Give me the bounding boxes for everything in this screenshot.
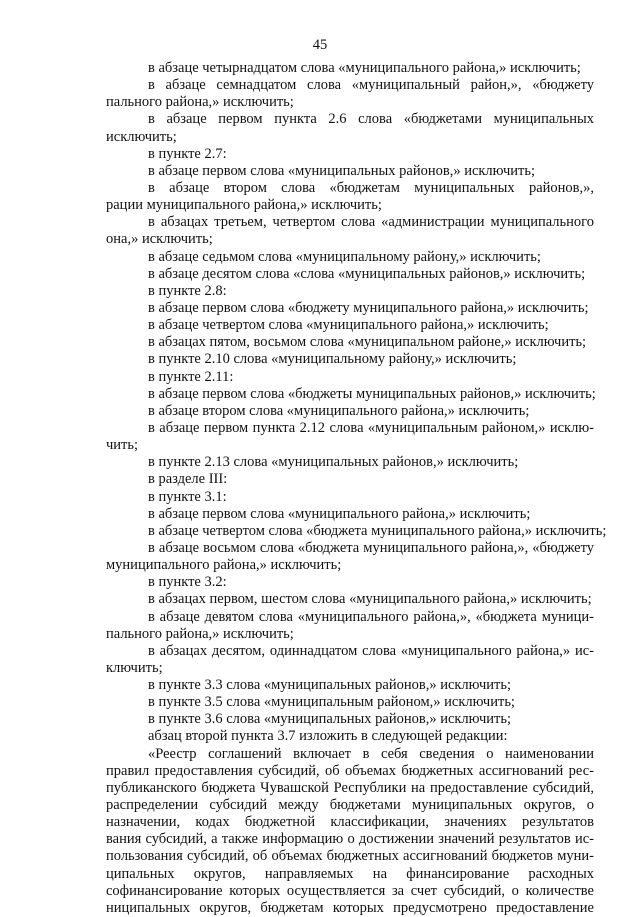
text-line: в абзаце десятом слова «слова «муниципальных районов,» исключить;: [148, 265, 586, 282]
text-line: исключить;: [106, 128, 177, 145]
text-line: пального района,» исключить;: [106, 625, 294, 642]
text-line: в пункте 2.10 слова «муниципальному району,» исключить;: [148, 351, 517, 368]
text-line: в абзаце первом пункта 2.12 слова «муниципальным районом,» исклю-: [148, 419, 594, 436]
text-line: в абзаце первом слова «бюджеты муниципальных районов,» исключить;: [148, 385, 596, 402]
text-line: она,» исключить;: [106, 231, 213, 248]
text-line: в абзаце первом слова «муниципальных районов,» исключить;: [148, 162, 535, 179]
text-line: муниципального района,» исключить;: [106, 557, 342, 574]
text-line: в абзаце первом пункта 2.6 слова «бюджетами муниципальных: [148, 111, 594, 128]
text-line: публиканского бюджета Чувашской Республики на предоставление субсидий,: [106, 779, 594, 796]
text-line: в абзацах первом, шестом слова «муниципального района,» исключить;: [148, 591, 592, 608]
text-line: в разделе III:: [148, 471, 228, 488]
text-line: в пункте 3.6 слова «муниципальных районов,» исключить;: [148, 711, 511, 728]
text-line: в абзаце втором слова «муниципального района,» исключить;: [148, 402, 530, 419]
text-line: софинансирование которых осуществляется за счет субсидий, о количестве: [106, 882, 594, 899]
text-line: в пункте 2.8:: [148, 282, 227, 299]
text-line: «Реестр соглашений включает в себя сведения о наименовании: [148, 745, 594, 762]
text-line: в абзаце втором слова «бюджетам муниципальных районов,»,: [148, 179, 594, 196]
text-line: в абзаце девятом слова «муниципального района,», «бюджета муници-: [148, 608, 594, 625]
text-line: ключить;: [106, 659, 163, 676]
text-line: в пункте 3.2:: [148, 574, 227, 591]
text-line: ниципальных округов, бюджетам которых предусмотрено предоставление: [106, 899, 594, 916]
text-line: вания субсидий, а также информацию о достижении значений результатов ис-: [106, 831, 594, 848]
text-line: в пункте 3.3 слова «муниципальных районов,» исключить;: [148, 677, 511, 694]
text-line: в абзаце седьмом слова «муниципальному району,» исключить;: [148, 248, 541, 265]
text-line: распределении субсидий между бюджетами муниципальных округов, о: [106, 797, 594, 814]
text-line: в абзацах пятом, восьмом слова «муниципальном районе,» исключить;: [148, 334, 587, 351]
text-line: чить;: [106, 437, 139, 454]
text-line: в пункте 2.11:: [148, 368, 234, 385]
text-line: в абзаце четвертом слова «муниципального района,» исключить;: [148, 317, 549, 334]
text-line: назначении, кодах бюджетной классификации, значениях результатов: [106, 814, 594, 831]
text-line: в пункте 3.1:: [148, 488, 227, 505]
text-line: в абзацах десятом, одиннадцатом слова «муниципального района,» ис-: [148, 642, 594, 659]
page-number: 45: [312, 37, 328, 53]
text-line: в абзаце первом слова «бюджету муниципального района,» исключить;: [148, 299, 589, 316]
text-line: в абзаце четырнадцатом слова «муниципального района,» исключить;: [148, 60, 581, 76]
text-line: пального района,» исключить;: [106, 94, 294, 111]
text-line: в абзаце четвертом слова «бюджета муниципального района,» исключить;: [148, 522, 607, 539]
text-line: рации муниципального района,» исключить;: [106, 197, 382, 214]
document-body: [106, 60, 607, 917]
text-line: абзац второй пункта 3.7 изложить в следующей редакции:: [148, 728, 508, 745]
text-line: ципальных округов, направляемых на финансирование расходных: [106, 865, 594, 882]
text-line: пользования субсидий, об объемах бюджетных ассигнований бюджетов муни-: [106, 848, 594, 865]
text-line: в абзацах третьем, четвертом слова «администрации муниципального: [148, 214, 594, 231]
text-line: в абзаце первом слова «муниципального района,» исключить;: [148, 505, 531, 522]
text-line: в абзаце семнадцатом слова «муниципальный район,», «бюджету: [148, 77, 594, 94]
text-line: правил предоставления субсидий, об объемах бюджетных ассигнований рес-: [106, 762, 594, 779]
text-line: в пункте 2.7:: [148, 145, 227, 162]
text-line: в пункте 2.13 слова «муниципальных районов,» исключить;: [148, 454, 519, 471]
text-line: в абзаце восьмом слова «бюджета муниципального района,», «бюджету: [148, 539, 594, 556]
text-line: в пункте 3.5 слова «муниципальным районом,» исключить;: [148, 694, 515, 711]
